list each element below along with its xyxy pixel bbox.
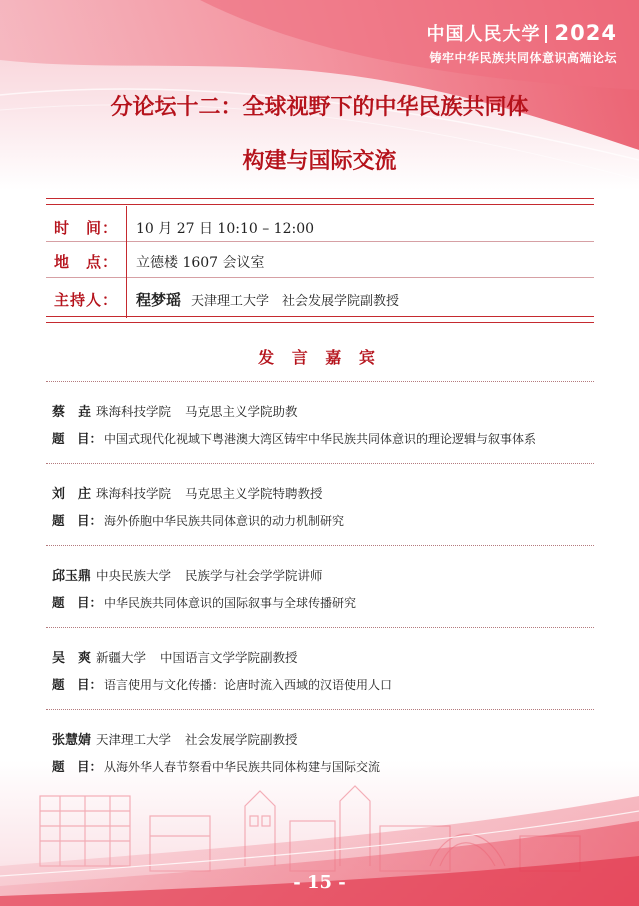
info-column-divider [126, 206, 127, 318]
speaker-position: 中国语言文学学院副教授 [160, 650, 298, 665]
speaker-separator [46, 627, 594, 628]
speaker-separator [46, 381, 594, 382]
speaker-separator [46, 709, 594, 710]
speaker-position: 马克思主义学院特聘教授 [185, 486, 323, 501]
forum-brand [427, 20, 617, 66]
speaker-row [52, 401, 298, 420]
brand-subtitle: 铸牢中华民族共同体意识高端论坛 [429, 51, 617, 65]
speaker-name: 蔡 垚 [52, 405, 92, 420]
page-number: - 15 - [293, 872, 346, 893]
place-value: 立德楼 1607 会议室 [136, 255, 265, 271]
brand-divider [545, 25, 547, 43]
host-label: 主持人： [53, 291, 118, 309]
brand-year: 2024 [554, 21, 617, 45]
topic-row [52, 511, 344, 529]
time-value: 10 月 27 日 10:10 – 12:00 [136, 221, 315, 237]
topic-text: 海外侨胞中华民族共同体意识的动力机制研究 [104, 514, 345, 528]
speaker-row [52, 565, 323, 584]
brand-university: 中国人民大学 [426, 24, 541, 45]
topic-text: 从海外华人春节祭看中华民族共同体构建与国际交流 [104, 760, 381, 774]
speaker-institution: 珠海科技学院 [96, 404, 172, 419]
topic-row [52, 675, 392, 693]
topic-label: 题 目： [52, 677, 103, 692]
topic-text: 中国式现代化视域下粤港澳大湾区铸牢中华民族共同体意识的理论逻辑与叙事体系 [104, 432, 537, 446]
speaker-name: 吴 爽 [52, 651, 92, 666]
info-row-divider [46, 277, 594, 278]
speaker-institution: 新疆大学 [96, 650, 147, 665]
speaker-row [52, 729, 298, 748]
speaker-row [52, 483, 323, 502]
speaker-position: 民族学与社会学学院讲师 [185, 568, 323, 583]
speaker-name: 邱玉鼎 [52, 569, 92, 584]
topic-label: 题 目： [52, 595, 103, 610]
info-top-rule [46, 198, 594, 205]
topic-text: 语言使用与文化传播：论唐时流入西域的汉语使用人口 [104, 678, 393, 692]
session-title-line2: 构建与国际交流 [242, 148, 397, 174]
topic-row [52, 593, 356, 611]
host-name: 程梦瑶 [136, 291, 182, 309]
info-row-divider [46, 241, 594, 242]
speaker-row [52, 647, 298, 666]
speaker-name: 张慧婧 [52, 733, 92, 748]
speaker-institution: 天津理工大学 [96, 732, 172, 747]
session-title-line1: 分论坛十二：全球视野下的中华民族共同体 [110, 94, 529, 120]
brand-title [427, 20, 617, 46]
topic-text: 中华民族共同体意识的国际叙事与全球传播研究 [104, 596, 357, 610]
speaker-institution: 珠海科技学院 [96, 486, 172, 501]
speaker-separator [46, 463, 594, 464]
info-bottom-rule [46, 316, 594, 323]
host-detail: 天津理工大学 社会发展学院副教授 [191, 294, 400, 309]
place-label: 地 点： [53, 253, 118, 271]
topic-row [52, 429, 536, 447]
speaker-position: 马克思主义学院助教 [185, 404, 298, 419]
speaker-separator [46, 545, 594, 546]
time-label: 时 间： [53, 219, 118, 237]
speaker-name: 刘 庄 [52, 487, 92, 502]
topic-label: 题 目： [52, 759, 103, 774]
topic-label: 题 目： [52, 513, 103, 528]
speaker-institution: 中央民族大学 [96, 568, 172, 583]
speaker-position: 社会发展学院副教授 [185, 732, 298, 747]
speakers-heading: 发 言 嘉 宾 [258, 348, 381, 367]
topic-label: 题 目： [52, 431, 103, 446]
host-value [136, 289, 399, 310]
